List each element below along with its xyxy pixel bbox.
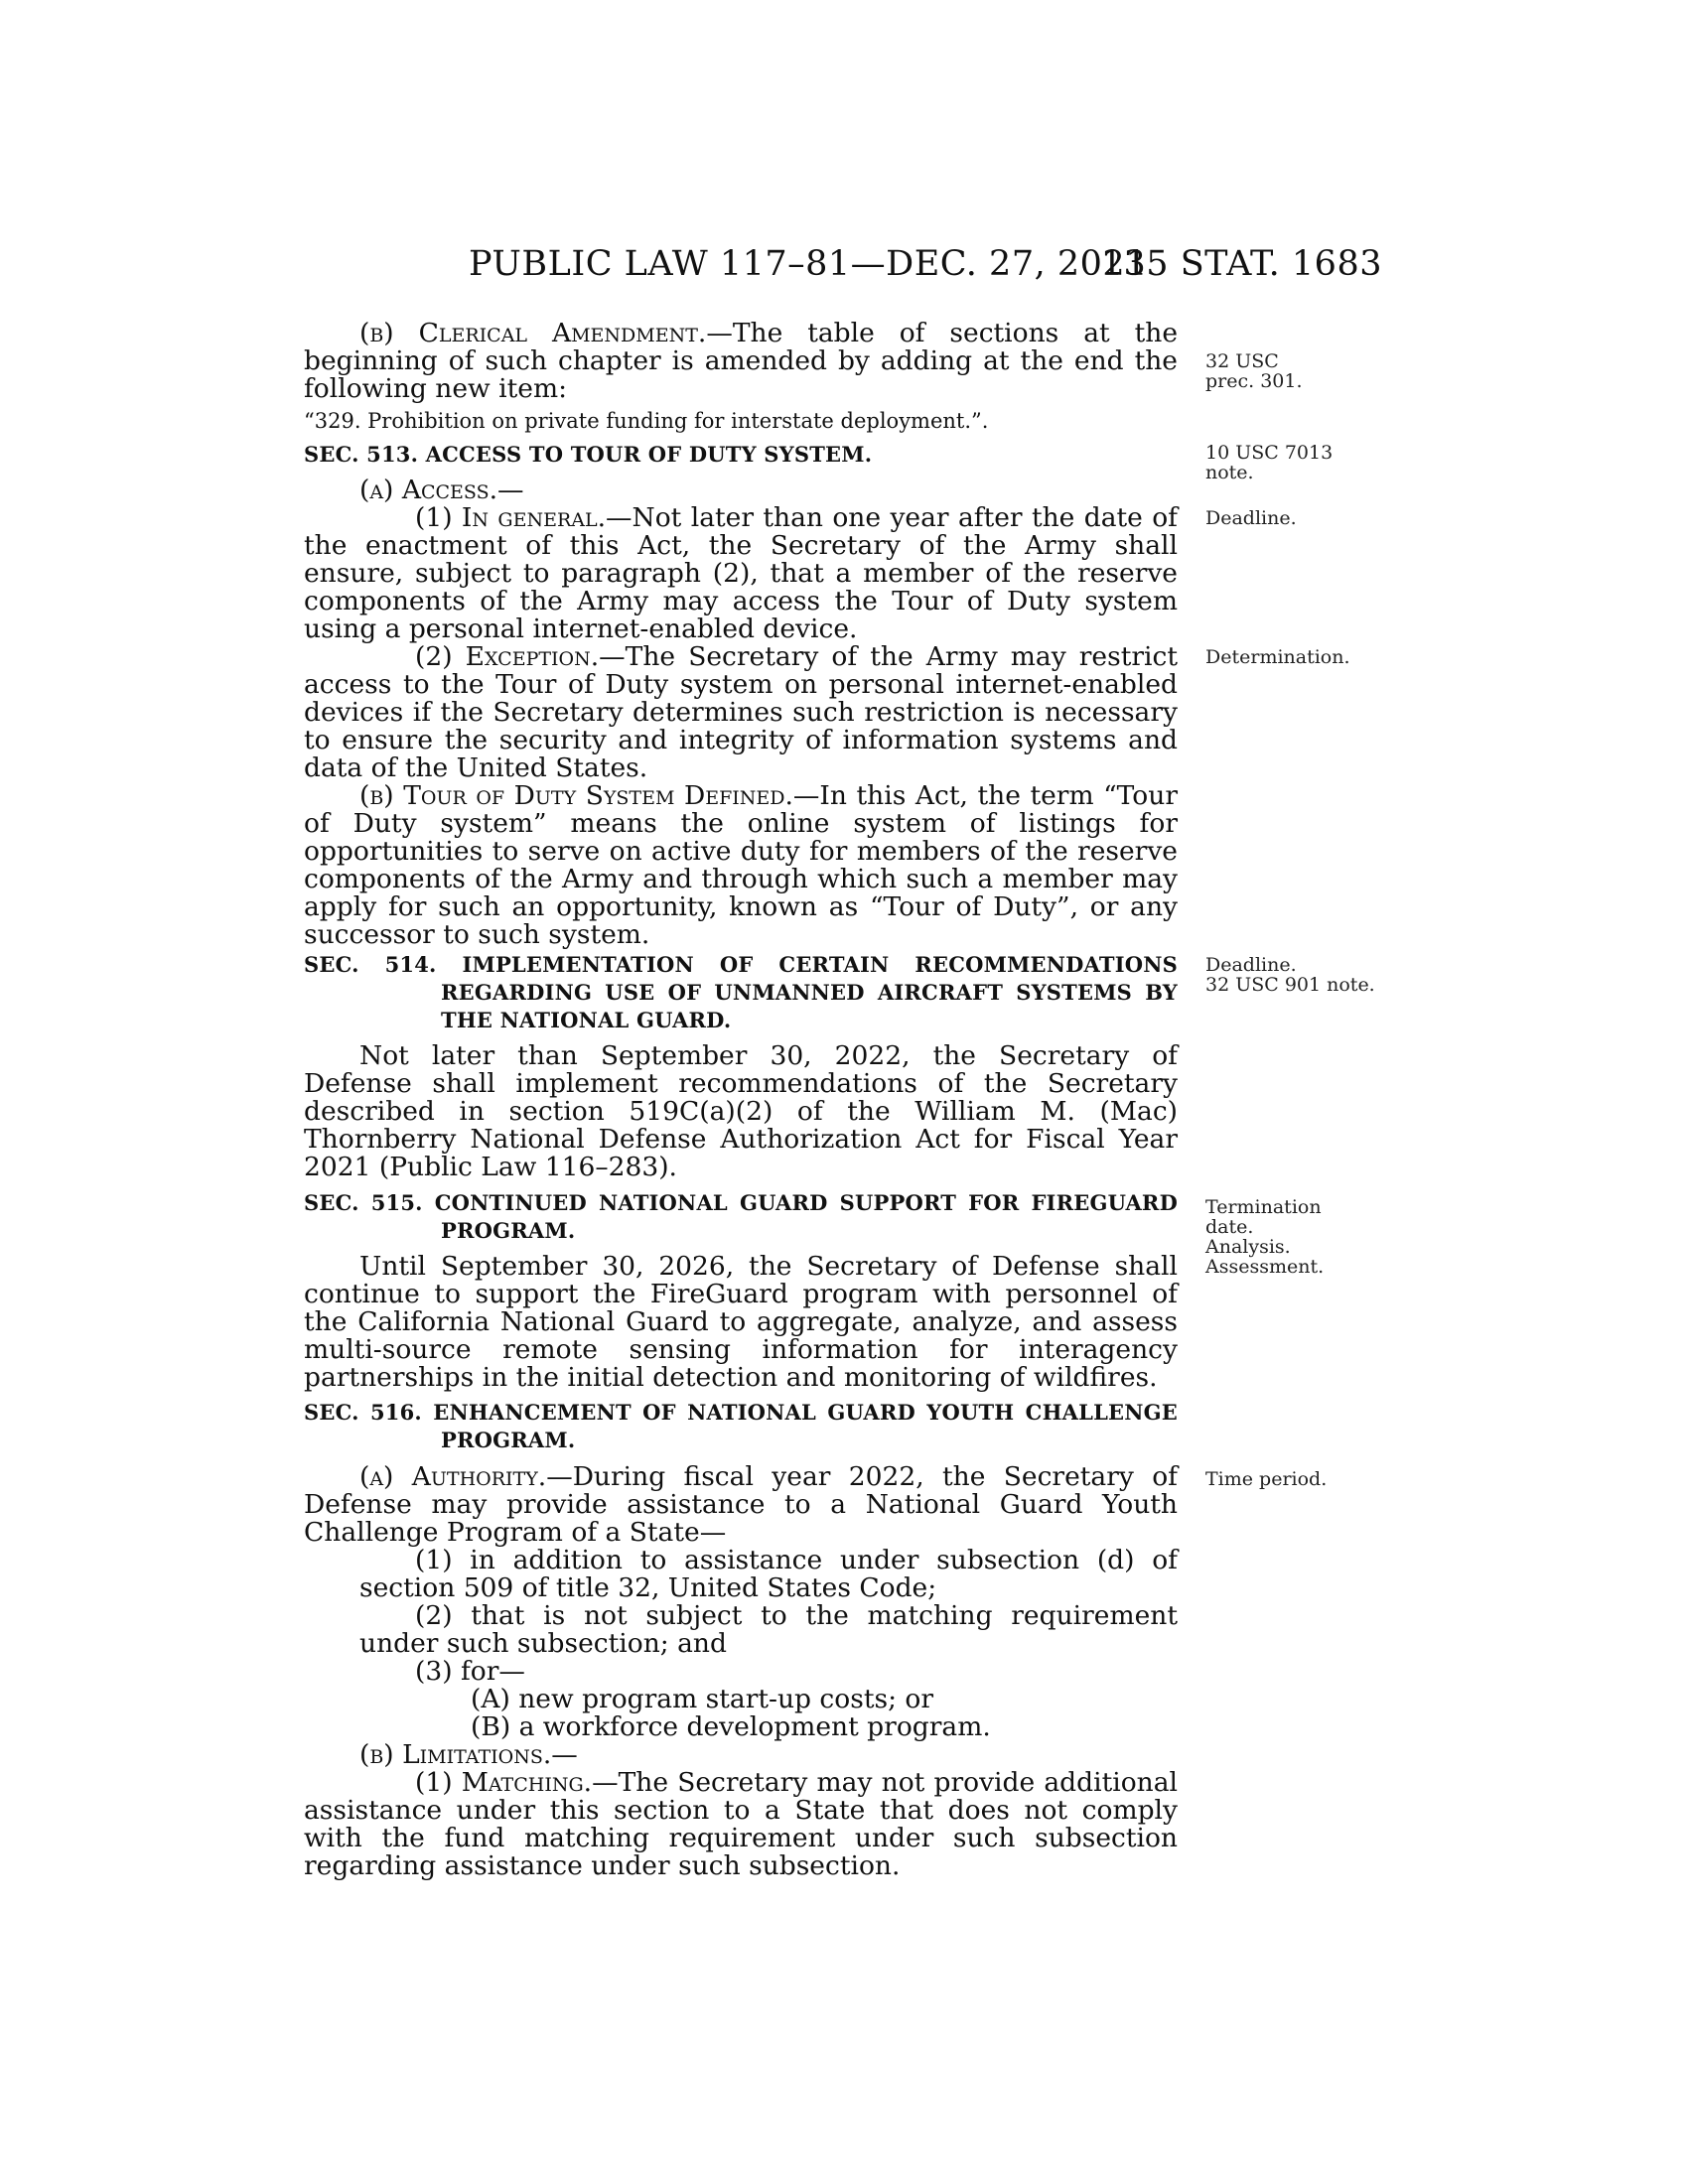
item-A: (A) new program start-up costs; or bbox=[471, 1684, 934, 1714]
margin-note-determination: Determination. bbox=[1205, 646, 1350, 668]
clerical-amendment-label: (b) Clerical Amendment. bbox=[359, 318, 707, 348]
statute-page-number: 135 STAT. 1683 bbox=[1100, 244, 1382, 284]
margin-note-deadline: Deadline. bbox=[1205, 507, 1297, 529]
subsection-b-label: (b) Limitations.— bbox=[359, 1739, 578, 1770]
sec-515-heading: SEC. 515. CONTINUED NATIONAL GUARD SUPPORT FOR FIREGUARD PROGRAM. bbox=[304, 1190, 1178, 1243]
paragraph-1: (1) In general.—Not later than one year after the date of the enactment of this Act, the Secretary of the Army shall ensure, subject to paragraph (2), that a member of the reserve components of the Army may access the Tour of Duty system using a personal internet-enabled device. bbox=[304, 502, 1178, 644]
sec-513-body bbox=[304, 477, 1178, 949]
item-B: (B) a workforce development program. bbox=[471, 1711, 991, 1742]
subsection-a: (a) Authority.—During fiscal year 2022, the Secretary of Defense may provide assistance to a National Guard Youth Challenge Program of a State— bbox=[304, 1461, 1178, 1548]
item-1: (1) in addition to assistance under subsection (d) of section 509 of title 32, United States Code; bbox=[359, 1545, 1178, 1603]
sec-516-body bbox=[304, 1463, 1178, 1880]
sec-513-heading: SEC. 513. ACCESS TO TOUR OF DUTY SYSTEM. bbox=[304, 442, 873, 467]
margin-note-32-usc-prec-301: 32 USC prec. 301. bbox=[1205, 350, 1303, 392]
matching-paragraph: (1) Matching.—The Secretary may not provide additional assistance under this section to a State that does not comply with the fund matching requirement under such subsection regarding assistance under such subsection. bbox=[304, 1767, 1178, 1881]
law-citation: PUBLIC LAW 117–81—DEC. 27, 2021 bbox=[469, 244, 1148, 284]
paragraph-2: (2) Exception.—The Secretary of the Army may restrict access to the Tour of Duty system on personal internet-enabled devices if the Secretary determines such restriction is necessary to ensure the security and integrity of information systems and data of the United States. bbox=[304, 641, 1178, 783]
sec-516-heading: SEC. 516. ENHANCEMENT OF NATIONAL GUARD YOUTH CHALLENGE PROGRAM. bbox=[304, 1400, 1178, 1452]
page-header bbox=[469, 244, 1382, 294]
margin-note-time-period: Time period. bbox=[1205, 1468, 1328, 1490]
sec-514-body: Not later than September 30, 2022, the Secretary of Defense shall implement recommendations of the Secretary described in section 519C(a)(2) of the William M. (Mac) Thornberry National Defense Authorization Act for Fiscal Year 2021 (Public Law 116–283). bbox=[304, 1040, 1178, 1182]
item-2: (2) that is not subject to the matching requirement under such subsection; and bbox=[359, 1600, 1178, 1659]
margin-note-termination-date: Termination date. Analysis. Assessment. bbox=[1205, 1196, 1325, 1278]
margin-note-deadline-32-usc-901: Deadline. 32 USC 901 note. bbox=[1205, 954, 1375, 996]
margin-note-10-usc-7013: 10 USC 7013 note. bbox=[1205, 442, 1334, 483]
sec-514-heading: SEC. 514. IMPLEMENTATION OF CERTAIN RECOMMENDATIONS REGARDING USE OF UNMANNED AIRCRAFT SYSTEMS BY THE NATIONAL GUARD. bbox=[304, 952, 1178, 1032]
clerical-amendment-text: —The table of sections at the beginning of such chapter is amended by adding at the end the following new item: bbox=[304, 318, 1179, 404]
subsection-b: (b) Tour of Duty System Defined.—In this Act, the term “Tour of Duty system” means the online system of listings for opportunities to serve on active duty for members of the reserve components of the Army and through which such a member may apply for such an opportunity, known as “Tour of Duty”, or any successor to such system. bbox=[304, 780, 1178, 950]
clerical-amendment bbox=[304, 320, 1178, 403]
sec-515-body: Until September 30, 2026, the Secretary of Defense shall continue to support the FireGuard program with personnel of the California National Guard to aggregate, analyze, and assess multi-source remote sensing information for interagency partnerships in the initial detection and monitoring of wildfires. bbox=[304, 1251, 1178, 1393]
item-3: (3) for— bbox=[415, 1656, 525, 1687]
subsection-a-label: (a) Access.— bbox=[359, 475, 524, 505]
new-table-item: “329. Prohibition on private funding for interstate deployment.”. bbox=[304, 409, 989, 433]
